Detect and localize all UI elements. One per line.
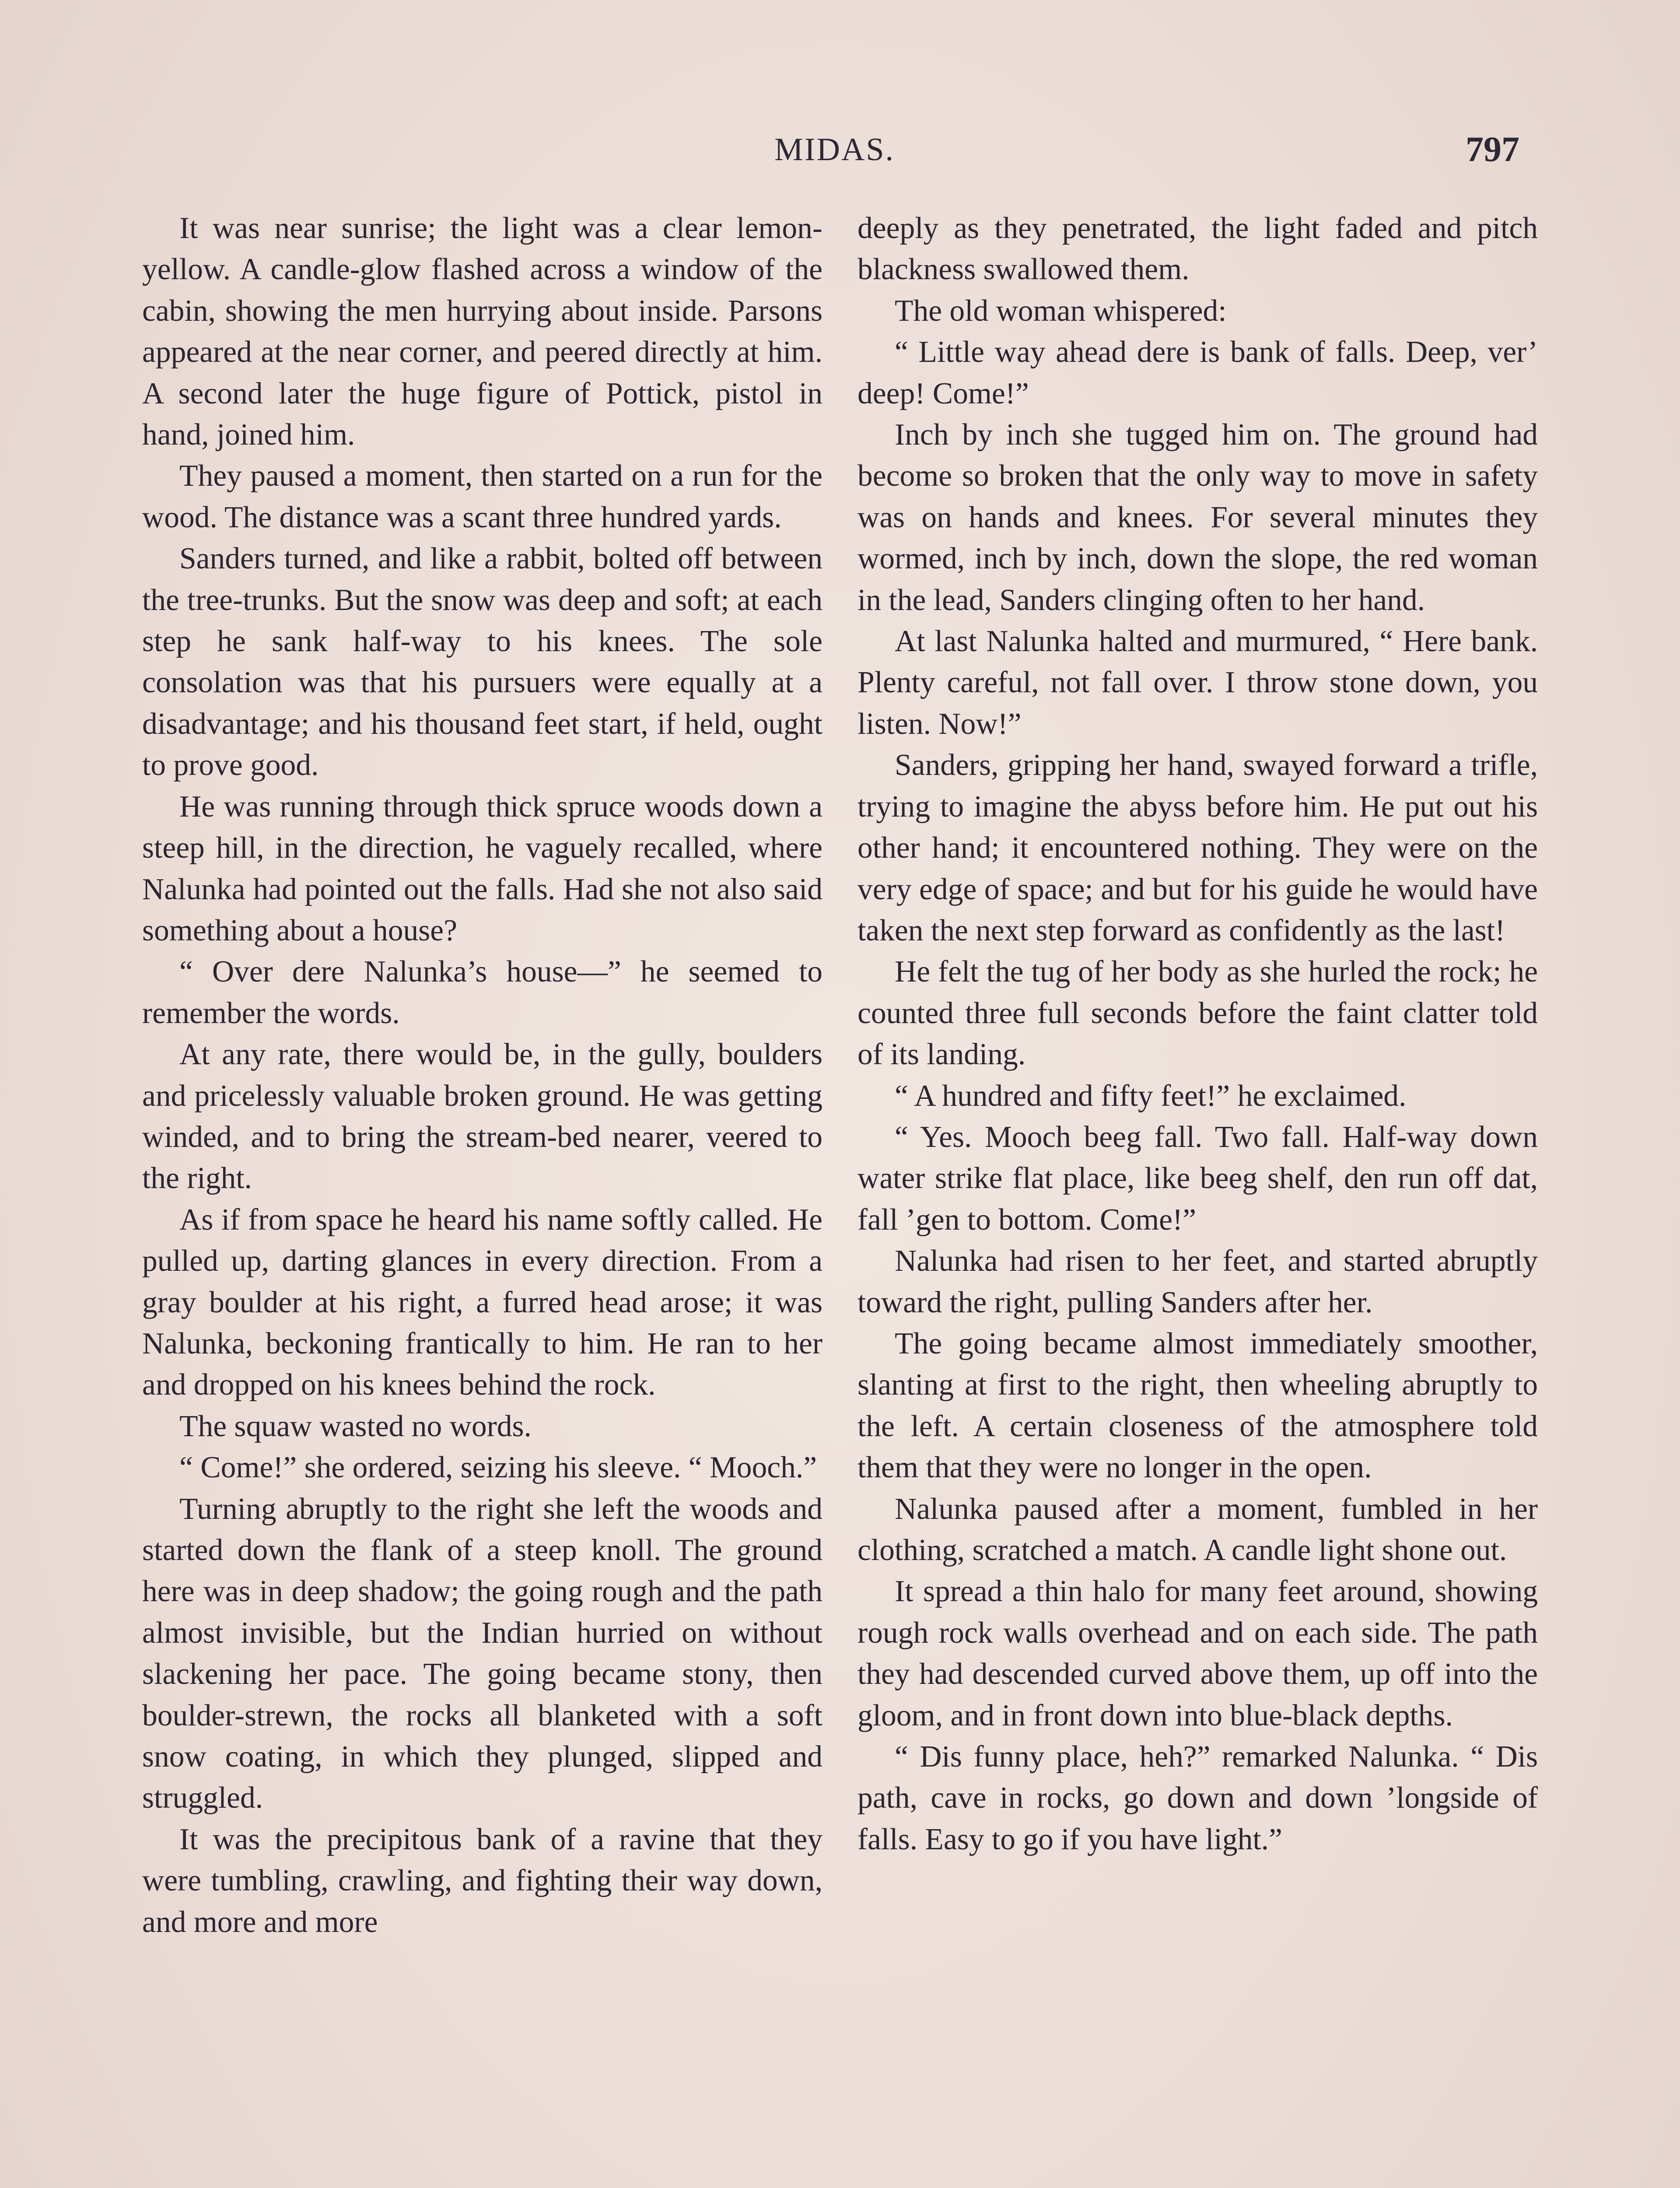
paragraph: “ Come!” she ordered, seizing his sleeve. “ Mooch.” (179, 1451, 817, 1485)
paragraph: It spread a thin halo for many feet around, showing rough rock walls overhead and on each side. The path they had descended curved above them, up off into the gloom, and in front down into blue-black depths. (858, 1574, 1538, 1732)
paragraph: Turning abruptly to the right she left the woods and started down the flank of a steep knoll. The ground here was in deep shadow; the going rough and the path almost invisible, but the Indian hurried on without slackening her pace. The going became stony, then boulder-strewn, the rocks all blanketed with a soft snow coating, in which they plunged, slipped and struggled. (142, 1492, 822, 1815)
paragraph: “ Little way ahead dere is bank of falls. Deep, ver’ deep! Come!” (858, 335, 1538, 410)
paragraph: He felt the tug of her body as she hurled the rock; he counted three full seconds before the faint clatter told of its landing. (858, 955, 1538, 1072)
page-header (0, 131, 1680, 184)
paragraph: The going became almost immediately smoother, slanting at first to the right, then wheeling abruptly to the left. A certain closeness of the atmosphere told them that they were no longer in the open. (858, 1326, 1538, 1485)
paragraph: It was near sunrise; the light was a clear lemon-yellow. A candle-glow flashed across a window of the cabin, showing the men hurrying about inside. Parsons appeared at the near corner, and peered directly at him. A second later the huge figure of Pottick, pistol in hand, joined him. (142, 211, 822, 452)
paragraph: Nalunka paused after a moment, fumbled in her clothing, scratched a match. A candle light shone out. (858, 1492, 1538, 1567)
paragraph: As if from space he heard his name softly called. He pulled up, darting glances in every direction. From a gray boulder at his right, a furred head arose; it was Nalunka, beckoning frantically to him. He ran to her and dropped on his knees behind the rock. (142, 1203, 822, 1402)
paragraph: Sanders turned, and like a rabbit, bolted off between the tree-trunks. But the snow was deep and soft; at each step he sank half-way to his knees. The sole consolation was that his pursuers were equally at a disadvantage; and his thousand feet start, if held, ought to prove good. (142, 542, 822, 782)
paragraph: “ Over dere Nalunka’s house—” he seemed to remember the words. (142, 955, 822, 1030)
paragraph: They paused a moment, then started on a run for the wood. The distance was a scant three hundred yards. (142, 459, 822, 534)
paragraph: The squaw wasted no words. (179, 1409, 532, 1443)
paragraph: At any rate, there would be, in the gully, boulders and pricelessly valuable broken ground. He was getting winded, and to bring the stream-bed nearer, veered to the right. (142, 1038, 822, 1196)
paragraph: “ Dis funny place, heh?” remarked Nalunka. “ Dis path, cave in rocks, go down and down ’longside of falls. Easy to go if you have light.” (858, 1740, 1538, 1856)
running-head: MIDAS. (774, 132, 895, 168)
paragraph: Nalunka had risen to her feet, and started abruptly toward the right, pulling Sanders after her. (858, 1244, 1538, 1319)
right-column (858, 208, 1538, 1860)
paragraph: “ Yes. Mooch beeg fall. Two fall. Half-way down water strike flat place, like beeg shelf, den run off dat, fall ’gen to bottom. Come!” (858, 1120, 1538, 1237)
page-number: 797 (1466, 129, 1519, 169)
paragraph: Inch by inch she tugged him on. The ground had become so broken that the only way to move in safety was on hands and knees. For several minutes they wormed, inch by inch, down the slope, the red woman in the lead, Sanders clinging often to her hand. (858, 418, 1538, 617)
paragraph: He was running through thick spruce woods down a steep hill, in the direction, he vaguely recalled, where Nalunka had pointed out the falls. Had she not also said something about a house? (142, 789, 822, 947)
paragraph: The old woman whispered: (895, 294, 1227, 328)
paragraph: It was the precipitous bank of a ravine that they were tumbling, crawling, and fighting their way down, and more and more (142, 1822, 822, 1939)
paragraph: At last Nalunka halted and murmured, “ Here bank. Plenty careful, not fall over. I throw stone down, you listen. Now!” (858, 624, 1538, 741)
paragraph: Sanders, gripping her hand, swayed forward a trifle, trying to imagine the abyss before him. He put out his other hand; it encountered nothing. They were on the very edge of space; and but for his guide he would have taken the next step forward as confidently as the last! (858, 748, 1538, 947)
paragraph: “ A hundred and fifty feet!” he exclaimed. (895, 1079, 1407, 1113)
paragraph-continued: deeply as they penetrated, the light faded and pitch blackness swallowed them. (858, 211, 1538, 287)
left-column (142, 208, 822, 1943)
